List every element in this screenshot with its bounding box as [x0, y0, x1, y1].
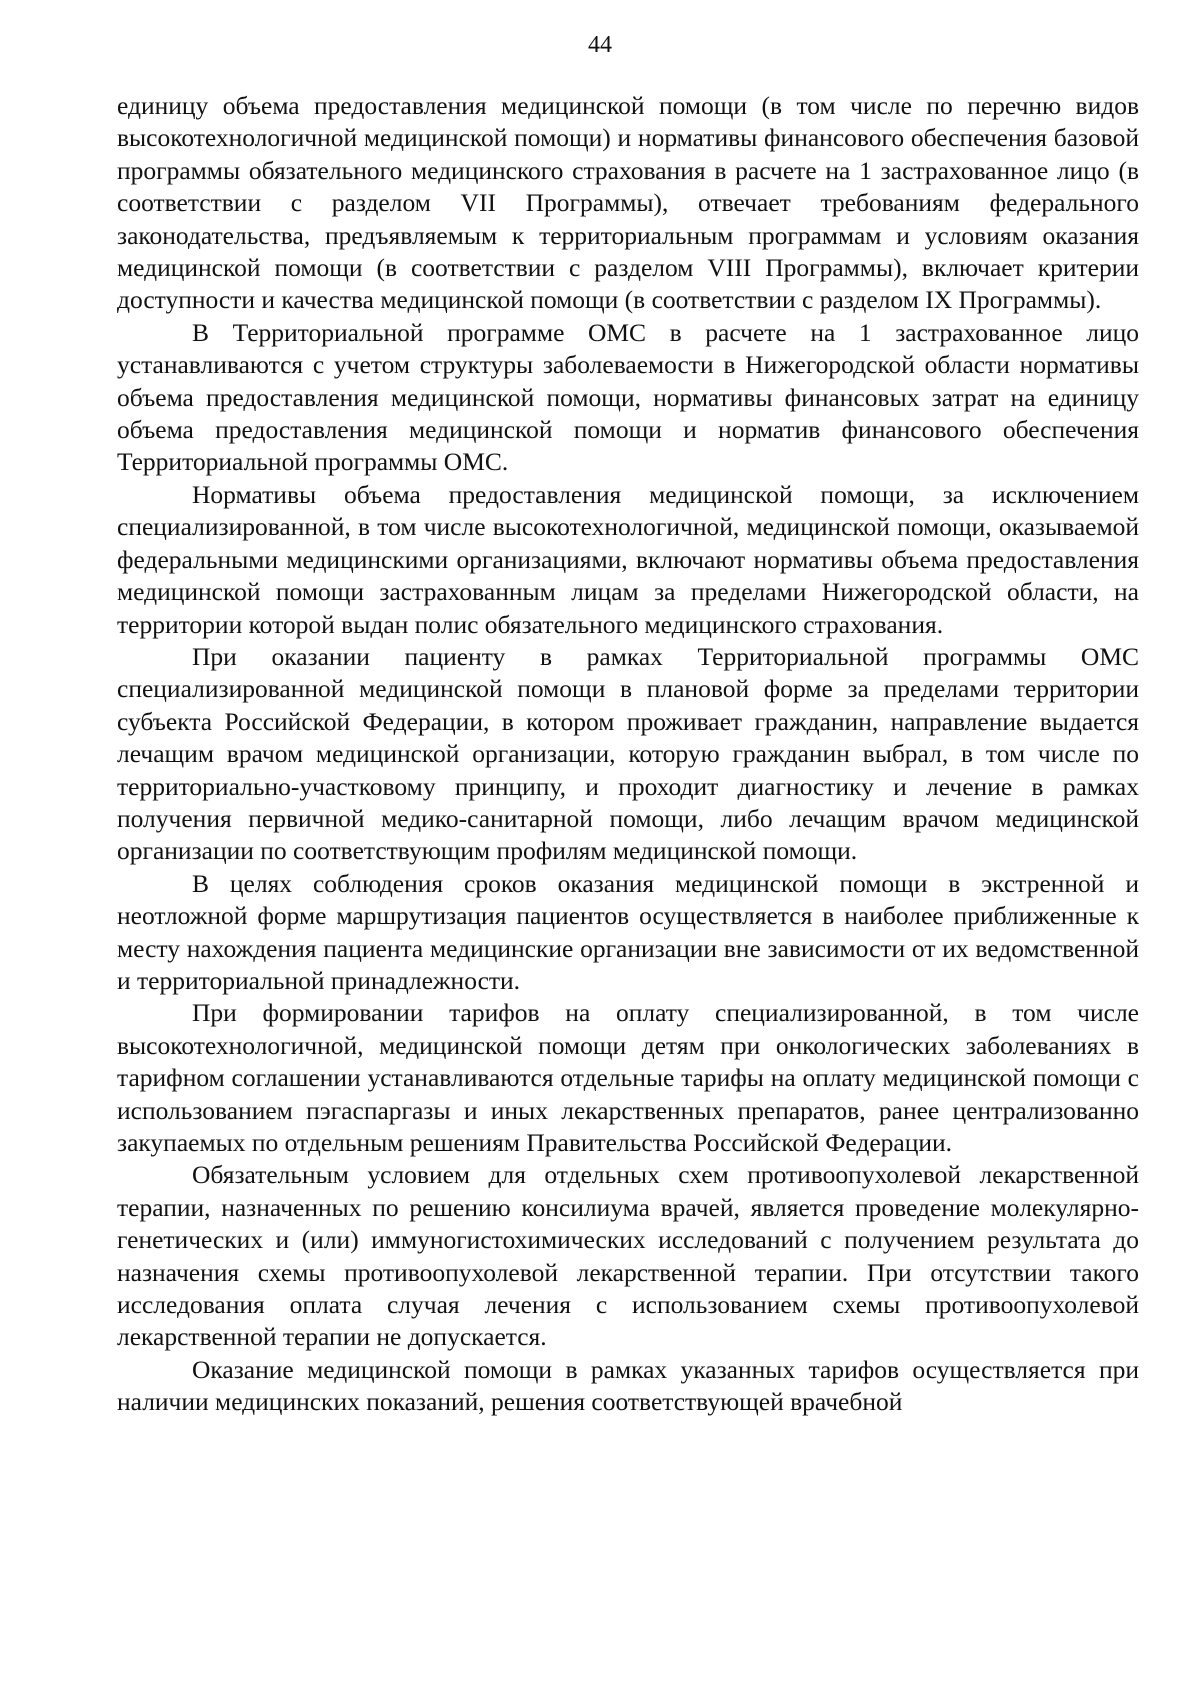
paragraph-antitumor-therapy-conditions: Обязательным условием для отдельных схем противоопухолевой лекарственной терапии, назначенных по решению консилиума врачей, является проведение молекулярно-генетических и (или) иммуногистохимических исследований с получением результата до назначения схемы противоопухолевой лекарственной терапии. При отсутствии такого исследования оплата случая лечения с использованием схемы противоопухолевой лекарственной терапии не допускается.: [117, 1160, 1139, 1352]
paragraph-volume-norms: Нормативы объема предоставления медицинской помощи, за исключением специализированной, в том числе высокотехнологичной, медицинской помощи, оказываемой федеральными медицинскими организациями, включают нормативы объема предоставления медицинской помощи застрахованным лицам за пределами Нижегородской области, на территории которой выдан полис обязательного медицинского страхования.: [117, 479, 1139, 639]
paragraph-program-structure: единицу объема предоставления медицинской помощи (в том числе по перечню видов высокотехнологичной медицинской помощи) и нормативы финансового обеспечения базовой программы обязательного медицинского страхования в расчете на 1 застрахованное лицо (в соответствии с разделом VII Программы), отвечает требованиям федерального законодательства, предъявляемым к территориальным программам и условиям оказания медицинской помощи (в соответствии с разделом VIII Программы), включает критерии доступности и качества медицинской помощи (в соответствии с разделом IX Программы).: [117, 91, 1139, 315]
paragraph-planned-care-referral: При оказании пациенту в рамках Территориальной программы ОМС специализированной медицинской помощи в плановой форме за пределами территории субъекта Российской Федерации, в котором проживает гражданин, направление выдается лечащим врачом медицинской организации, которую гражданин выбрал, в том числе по территориально-участковому принципу, и проходит диагностику и лечение в рамках получения первичной медико-санитарной помощи, либо лечащим врачом медицинской организации по соответствующим профилям медицинской помощи.: [117, 641, 1139, 866]
paragraph-territorial-program-norms: В Территориальной программе ОМС в расчете на 1 застрахованное лицо устанавливаются с учетом структуры заболеваемости в Нижегородской области нормативы объема предоставления медицинской помощи, нормативы финансовых затрат на единицу объема предоставления медицинской помощи и норматив финансового обеспечения Территориальной программы ОМС.: [117, 317, 1139, 477]
paragraph-emergency-routing: В целях соблюдения сроков оказания медицинской помощи в экстренной и неотложной форме маршрутизация пациентов осуществляется в наиболее приближенные к месту нахождения пациента медицинские организации вне зависимости от их ведомственной и территориальной принадлежности.: [117, 868, 1139, 995]
page-number: 44: [588, 32, 612, 58]
document-body: [117, 90, 1139, 1419]
paragraph-oncology-tariffs: При формировании тарифов на оплату специализированной, в том числе высокотехнологичной, медицинской помощи детям при онкологических заболеваниях в тарифном соглашении устанавливаются отдельные тарифы на оплату медицинской помощи с использованием пэгаспаргазы и иных лекарственных препаратов, ранее централизованно закупаемых по отдельным решениям Правительства Российской Федерации.: [117, 998, 1139, 1157]
paragraph-tariff-care-provision: Оказание медицинской помощи в рамках указанных тарифов осуществляется при наличии медицинских показаний, решения соответствующей врачебной: [117, 1354, 1139, 1417]
